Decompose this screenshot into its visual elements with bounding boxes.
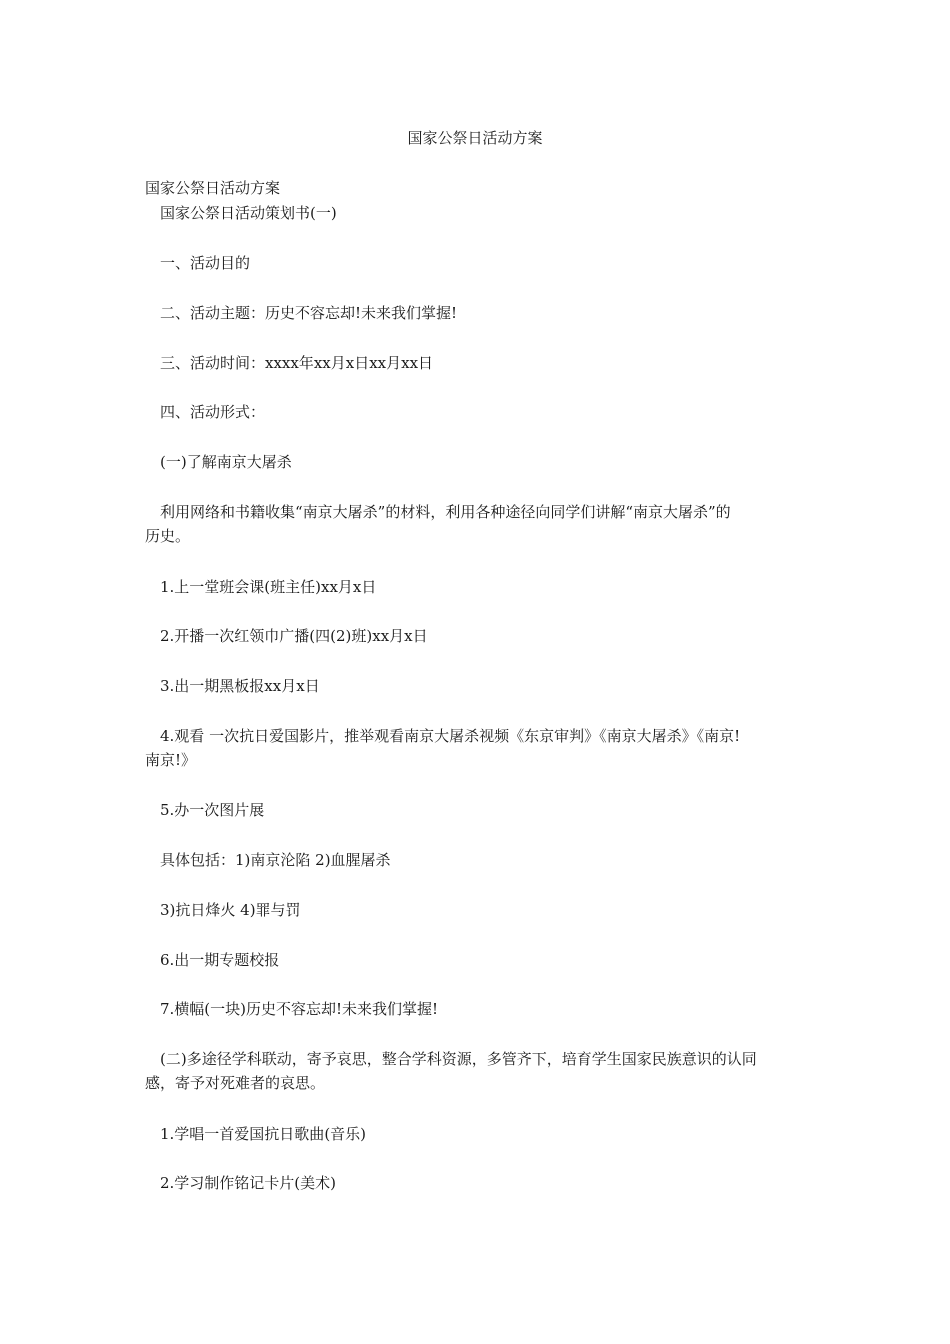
section-time: 三、活动时间：xxxx年xx月x日xx月xx日 <box>160 354 434 372</box>
list-item: 7.横幅(一块)历史不容忘却!未来我们掌握! <box>160 1000 439 1018</box>
subsection-two: (二)多途径学科联动，寄予哀思，整合学科资源，多管齐下，培育学生国家民族意识的认同 <box>160 1050 757 1068</box>
list-item: 4.观看 一次抗日爱国影片，推举观看南京大屠杀视频《东京审判》《南京大屠杀》《南京! <box>160 727 741 745</box>
paragraph-line: 历史。 <box>145 527 191 545</box>
paragraph-line: 具体包括：1)南京沦陷 2)血腥屠杀 <box>160 851 391 869</box>
paragraph-line: 3)抗日烽火 4)罪与罚 <box>160 901 301 919</box>
list-item: 3.出一期黑板报xx月x日 <box>160 677 320 695</box>
list-item: 1.上一堂班会课(班主任)xx月x日 <box>160 578 377 596</box>
list-item: 6.出一期专题校报 <box>160 951 280 969</box>
list-item: 5.办一次图片展 <box>160 801 265 819</box>
section-form: 四、活动形式： <box>160 403 266 421</box>
paragraph-line: 感，寄予对死难者的哀思。 <box>145 1074 326 1092</box>
list-item-continued: 南京!》 <box>145 751 197 769</box>
list-item: 1.学唱一首爱国抗日歌曲(音乐) <box>160 1125 367 1143</box>
paragraph-line: 利用网络和书籍收集“南京大屠杀”的材料，利用各种途径向同学们讲解“南京大屠杀”的 <box>160 503 731 521</box>
list-item: 2.开播一次红领巾广播(四(2)班)xx月x日 <box>160 627 428 645</box>
section-purpose: 一、活动目的 <box>160 254 251 272</box>
section-theme: 二、活动主题：历史不容忘却!未来我们掌握! <box>160 304 458 322</box>
document-title: 国家公祭日活动方案 <box>407 129 543 147</box>
document-heading: 国家公祭日活动方案 <box>145 179 281 197</box>
subsection-one: (一)了解南京大屠杀 <box>160 453 292 471</box>
document-subheading: 国家公祭日活动策划书(一) <box>160 204 337 222</box>
list-item: 2.学习制作铭记卡片(美术) <box>160 1174 337 1192</box>
